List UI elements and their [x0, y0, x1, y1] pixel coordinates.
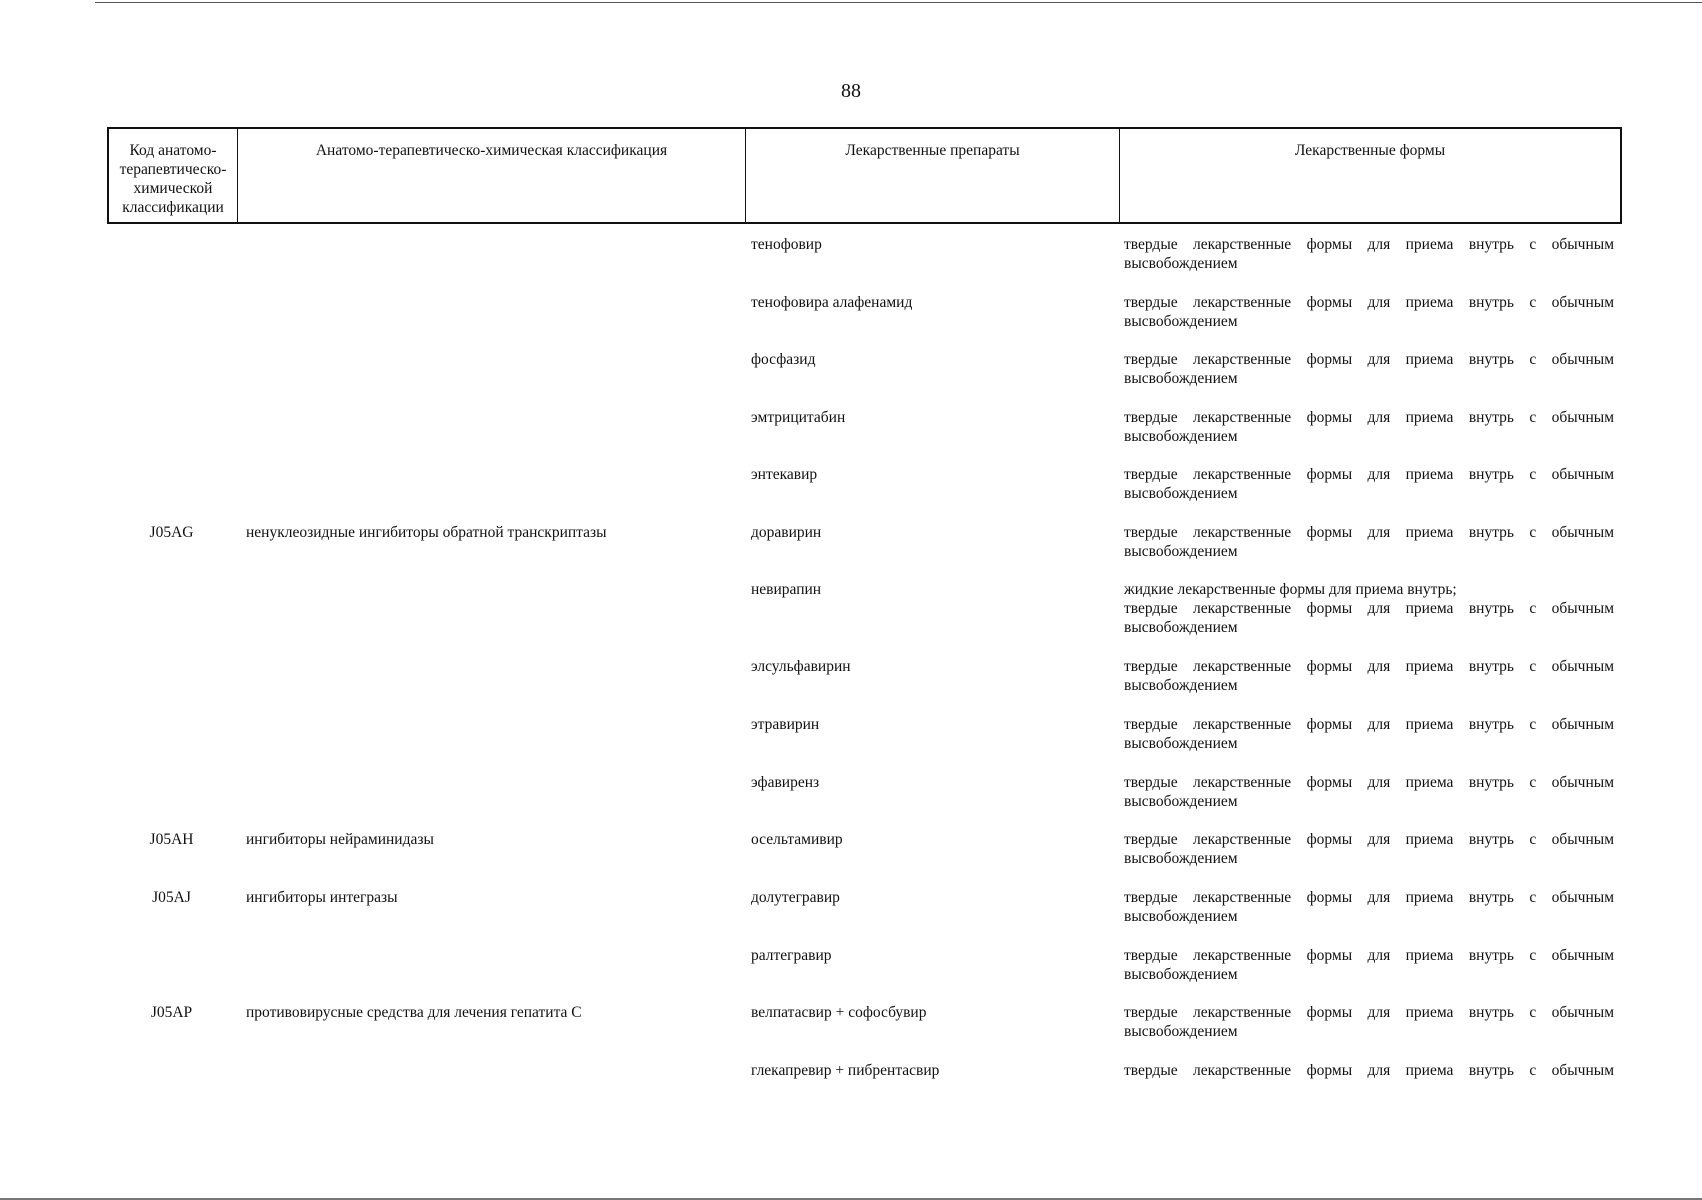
dosage-forms — [1124, 1003, 1614, 1041]
drug-name: фосфазид — [751, 351, 816, 368]
drug-name: глекапревир + пибрентасвир — [751, 1062, 940, 1079]
dosage-form-line: твердые лекарственные формы для приема внутрь с обычным — [1124, 1004, 1614, 1021]
dosage-forms — [1124, 580, 1614, 637]
atc-code: J05AP — [150, 1004, 193, 1021]
dosage-form-line: твердые лекарственные формы для приема внутрь с обычным — [1124, 658, 1614, 675]
dosage-forms — [1124, 1061, 1614, 1080]
dosage-forms — [1124, 235, 1614, 273]
dosage-form-line: твердые лекарственные формы для приема внутрь с обычным — [1124, 294, 1614, 311]
dosage-form-line: твердые лекарственные формы для приема внутрь с обычным — [1124, 947, 1614, 964]
atc-classification: противовирусные средства для лечения гепатита С — [246, 1004, 582, 1021]
dosage-form-line: высвобождением — [1124, 735, 1238, 752]
header-classification: Анатомо-терапевтическо-химическая классификация — [238, 129, 746, 222]
dosage-forms — [1124, 657, 1614, 695]
drug-name: долутегравир — [751, 889, 840, 906]
header-drugs: Лекарственные препараты — [746, 129, 1120, 222]
dosage-forms — [1124, 465, 1614, 503]
dosage-form-line: высвобождением — [1124, 793, 1238, 810]
dosage-form-line: твердые лекарственные формы для приема внутрь с обычным — [1124, 600, 1614, 617]
dosage-forms — [1124, 773, 1614, 811]
dosage-forms — [1124, 715, 1614, 753]
dosage-form-line: твердые лекарственные формы для приема внутрь с обычным — [1124, 524, 1614, 541]
dosage-forms — [1124, 408, 1614, 446]
page-number: 88 — [841, 80, 861, 102]
dosage-forms — [1124, 946, 1614, 984]
dosage-form-line: твердые лекарственные формы для приема внутрь с обычным — [1124, 409, 1614, 426]
drug-name: тенофовира алафенамид — [751, 294, 913, 311]
drug-name: осельтамивир — [751, 831, 843, 848]
atc-classification: ненуклеозидные ингибиторы обратной транскриптазы — [246, 524, 607, 541]
dosage-forms — [1124, 523, 1614, 561]
dosage-form-line: высвобождением — [1124, 485, 1238, 502]
dosage-form-line: твердые лекарственные формы для приема внутрь с обычным — [1124, 774, 1614, 791]
dosage-forms — [1124, 350, 1614, 388]
dosage-form-line: жидкие лекарственные формы для приема внутрь; — [1124, 581, 1457, 598]
dosage-form-line: высвобождением — [1124, 428, 1238, 445]
header-forms: Лекарственные формы — [1294, 142, 1446, 159]
dosage-form-line: высвобождением — [1124, 1023, 1238, 1040]
dosage-form-line: высвобождением — [1124, 313, 1238, 330]
dosage-form-line: высвобождением — [1124, 966, 1238, 983]
dosage-form-line: высвобождением — [1124, 370, 1238, 387]
header-code: Код анатомо-терапевтическо-химической классификации — [109, 129, 238, 222]
drug-name: тенофовир — [751, 236, 822, 253]
dosage-form-line: высвобождением — [1124, 619, 1238, 636]
dosage-form-line: твердые лекарственные формы для приема внутрь с обычным — [1124, 889, 1614, 906]
drug-name: этравирин — [751, 716, 820, 733]
dosage-form-line: высвобождением — [1124, 543, 1238, 560]
dosage-forms — [1124, 293, 1614, 331]
atc-code: J05AG — [149, 524, 194, 541]
dosage-form-line: твердые лекарственные формы для приема внутрь с обычным — [1124, 716, 1614, 733]
dosage-form-line: твердые лекарственные формы для приема внутрь с обычным — [1124, 831, 1614, 848]
atc-code: J05AJ — [152, 889, 191, 906]
atc-classification: ингибиторы нейраминидазы — [246, 831, 434, 848]
dosage-form-line: высвобождением — [1124, 850, 1238, 867]
drug-name: эмтрицитабин — [751, 409, 846, 426]
dosage-form-line: высвобождением — [1124, 677, 1238, 694]
atc-code: J05AH — [149, 831, 194, 848]
table-header — [107, 127, 1622, 224]
dosage-form-line: твердые лекарственные формы для приема внутрь с обычным — [1124, 1062, 1614, 1079]
dosage-form-line: твердые лекарственные формы для приема внутрь с обычным — [1124, 466, 1614, 483]
drug-name: невирапин — [751, 581, 822, 598]
drug-name: ралтегравир — [751, 947, 832, 964]
dosage-form-line: твердые лекарственные формы для приема внутрь с обычным — [1124, 351, 1614, 368]
drug-name: доравирин — [751, 524, 822, 541]
atc-classification: ингибиторы интегразы — [246, 889, 398, 906]
drug-name: эфавиренз — [751, 774, 820, 791]
drug-name: велпатасвир + софосбувир — [751, 1004, 927, 1021]
dosage-form-line: высвобождением — [1124, 255, 1238, 272]
dosage-form-line: твердые лекарственные формы для приема внутрь с обычным — [1124, 236, 1614, 253]
scan-edge-top — [95, 2, 1702, 3]
dosage-forms — [1124, 830, 1614, 868]
drug-name: элсульфавирин — [751, 658, 851, 675]
drug-name: энтекавир — [751, 466, 818, 483]
dosage-form-line: высвобождением — [1124, 908, 1238, 925]
dosage-forms — [1124, 888, 1614, 926]
